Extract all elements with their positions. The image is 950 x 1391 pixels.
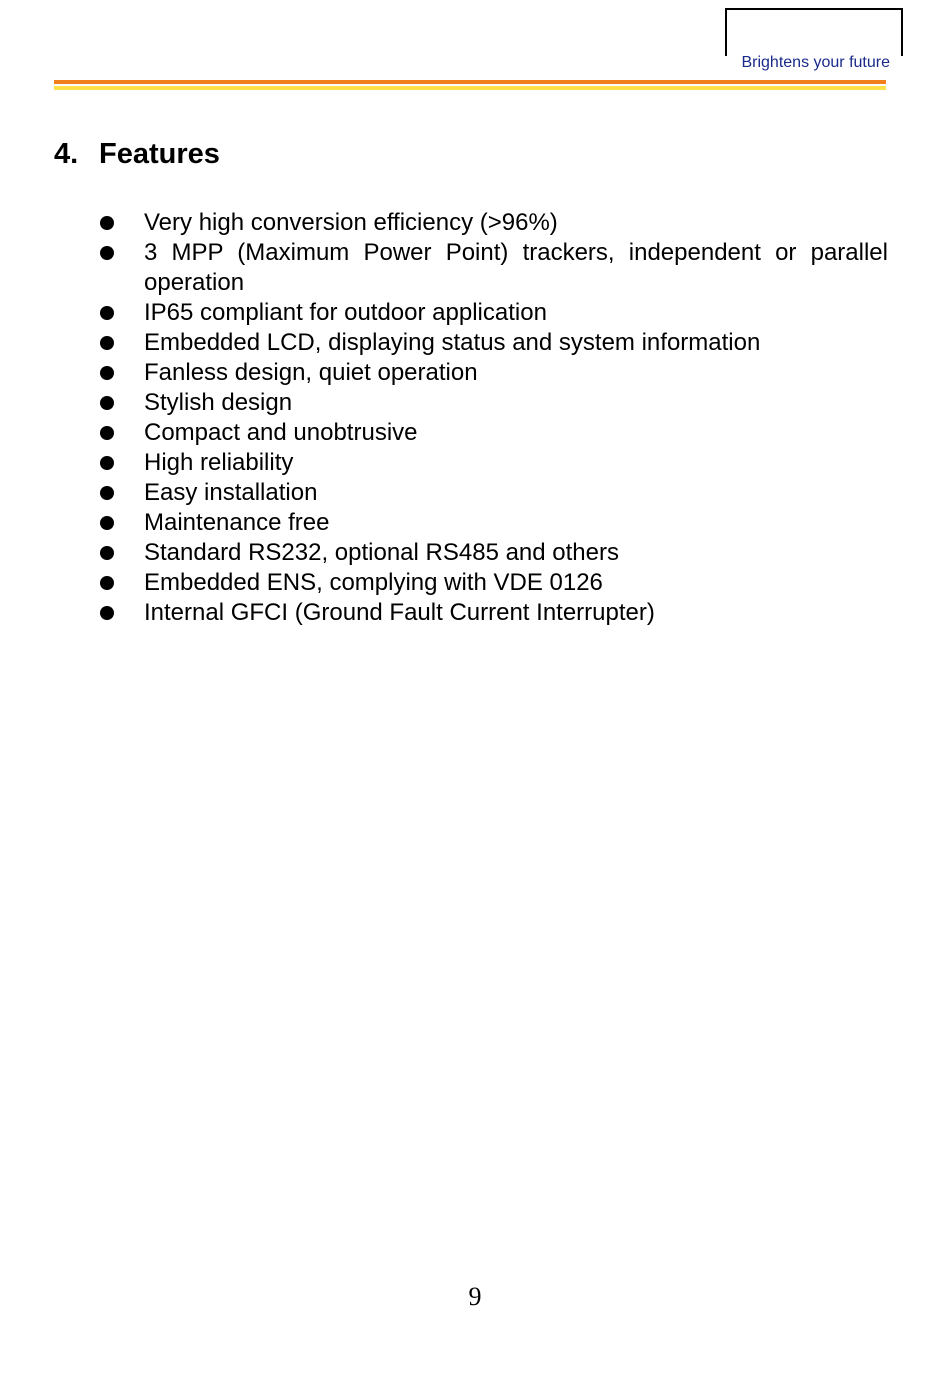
section-number: 4.: [54, 138, 79, 170]
feature-item: [96, 538, 888, 568]
feature-item: [96, 358, 888, 388]
bullet-icon: [100, 516, 114, 530]
feature-text: Maintenance free: [144, 509, 330, 536]
feature-item: [96, 328, 888, 358]
bullet-icon: [100, 456, 114, 470]
company-tagline: Brightens your future: [741, 54, 890, 71]
bullet-icon: [100, 486, 114, 500]
feature-item: [96, 388, 888, 418]
bullet-icon: [100, 306, 114, 320]
page-number: 9: [468, 1282, 482, 1311]
header-rule-orange: [54, 80, 886, 84]
feature-item: [96, 418, 888, 448]
feature-text: Embedded LCD, displaying status and system information: [144, 329, 761, 356]
bullet-icon: [100, 246, 114, 260]
bullet-icon: [100, 336, 114, 350]
features-list: [96, 208, 888, 628]
feature-text: Internal GFCI (Ground Fault Current Interrupter): [144, 599, 655, 626]
section-heading: [54, 138, 220, 171]
bullet-icon: [100, 426, 114, 440]
feature-item: [96, 508, 888, 538]
feature-text: Very high conversion efficiency (>96%): [144, 209, 558, 236]
feature-item: [96, 448, 888, 478]
bullet-icon: [100, 396, 114, 410]
feature-text: Stylish design: [144, 389, 293, 416]
bullet-icon: [100, 366, 114, 380]
feature-text: High reliability: [144, 449, 294, 476]
feature-text: Embedded ENS, complying with VDE 0126: [144, 569, 603, 596]
bullet-icon: [100, 216, 114, 230]
feature-item: [96, 298, 888, 328]
feature-text: IP65 compliant for outdoor application: [144, 299, 547, 326]
feature-item: [96, 238, 888, 298]
header-rule-yellow: [54, 86, 886, 90]
feature-text: Standard RS232, optional RS485 and others: [144, 539, 619, 566]
section-title: Features: [99, 138, 220, 170]
feature-text: Easy installation: [144, 479, 318, 506]
feature-text: Compact and unobtrusive: [144, 419, 418, 446]
feature-text: Fanless design, quiet operation: [144, 359, 478, 386]
feature-item: [96, 478, 888, 508]
feature-item: [96, 568, 888, 598]
feature-item: [96, 598, 888, 628]
bullet-icon: [100, 606, 114, 620]
feature-item: [96, 208, 888, 238]
bullet-icon: [100, 546, 114, 560]
bullet-icon: [100, 576, 114, 590]
feature-text: 3 MPP (Maximum Power Point) trackers, independent or parallel operation: [144, 239, 888, 296]
logo-frame: [725, 8, 903, 56]
